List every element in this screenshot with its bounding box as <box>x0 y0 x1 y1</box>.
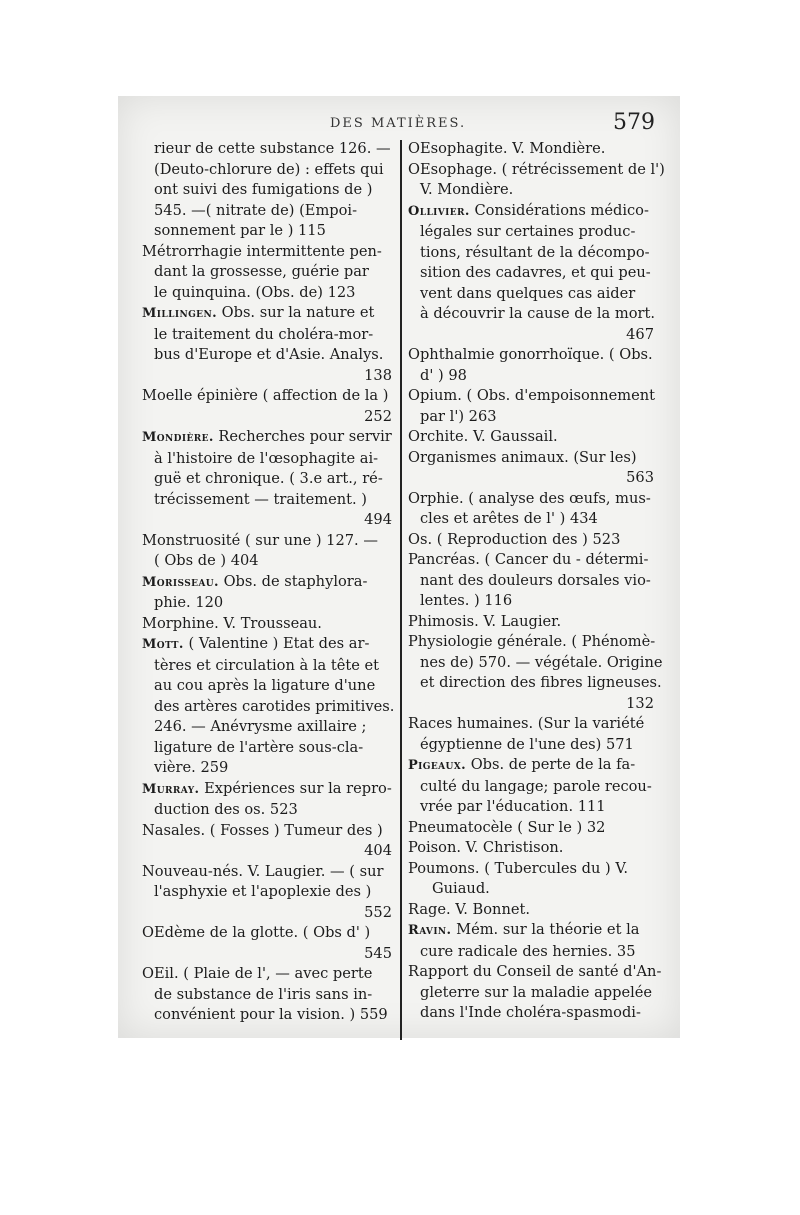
index-line <box>142 449 392 470</box>
index-text: Rage. V. Bonnet. <box>408 900 530 918</box>
index-line <box>142 841 392 862</box>
index-text: cles et arêtes de l' ) 434 <box>420 510 598 527</box>
index-text: 132 <box>626 694 654 712</box>
index-text: d' ) 98 <box>420 366 467 384</box>
index-line <box>408 304 654 325</box>
index-text: Orchite. V. Gaussail. <box>408 428 558 445</box>
index-text: Pancréas. ( Cancer du - détermi- <box>408 551 649 568</box>
index-line <box>142 427 392 449</box>
index-text: ligature de l'artère sous-cla- <box>154 738 364 756</box>
index-text: de substance de l'iris sans in- <box>154 985 373 1003</box>
index-line <box>142 242 392 263</box>
index-text: 545 <box>364 944 392 962</box>
index-text: vent dans quelques cas aider <box>420 284 636 302</box>
index-line <box>142 800 392 821</box>
index-line <box>142 697 395 718</box>
author-name: Ravin. <box>408 923 452 938</box>
index-text: à l'histoire de l'œsophagite ai- <box>154 449 379 467</box>
index-text: Obs. sur la nature et <box>217 304 375 321</box>
index-text: Organismes animaux. (Sur les) <box>408 448 637 466</box>
index-line <box>408 755 654 777</box>
index-text: Poumons. ( Tubercules du ) V. <box>408 859 628 877</box>
index-text: Phimosis. V. Laugier. <box>408 612 562 630</box>
index-line <box>142 985 392 1006</box>
index-text: sonnement par le ) 115 <box>154 222 326 239</box>
index-text: OEdème de la glotte. ( Obs d' ) <box>142 924 371 941</box>
author-name: Morisseau. <box>142 574 219 590</box>
index-line <box>408 818 654 839</box>
index-text: tères et circulation à la tête et <box>154 656 379 674</box>
index-line <box>142 262 392 283</box>
index-text: Nasales. ( Fosses ) Tumeur des ) <box>142 821 383 839</box>
index-text: ont suivi des fumigations de ) <box>154 181 373 198</box>
index-text: Nouveau-nés. V. Laugier. — ( sur <box>142 862 384 880</box>
index-text: Os. ( Reproduction des ) 523 <box>408 530 621 548</box>
index-text: Guiaud. <box>432 880 490 897</box>
index-line <box>408 345 654 366</box>
index-text: phie. 120 <box>154 594 224 611</box>
index-text: Physiologie générale. ( Phénomè- <box>408 633 656 650</box>
index-text: (Deuto-chlorure de) : effets qui <box>154 160 384 178</box>
index-line <box>142 779 392 801</box>
index-line <box>408 284 654 305</box>
index-text: Mém. sur la théorie et la <box>451 921 640 938</box>
page-number: 579 <box>613 110 655 135</box>
index-line <box>142 634 392 656</box>
index-text: OEil. ( Plaie de l', — avec perte <box>142 965 373 982</box>
index-line <box>408 673 662 694</box>
index-line <box>142 903 392 924</box>
index-line <box>142 821 392 842</box>
index-line <box>408 612 654 633</box>
index-text: V. Mondière. <box>420 181 514 198</box>
index-line <box>142 283 392 304</box>
index-line <box>142 676 392 697</box>
index-line <box>408 900 654 921</box>
index-line <box>408 571 654 592</box>
index-text: dans l'Inde choléra-spasmodi- <box>420 1004 641 1021</box>
index-line <box>408 920 654 942</box>
index-line <box>142 593 392 614</box>
index-text: et direction des fibres ligneuses. <box>420 674 662 691</box>
index-text: 563 <box>626 469 654 486</box>
index-text: Ophthalmie gonorrhoïque. ( Obs. <box>408 346 653 363</box>
running-head: DES MATIÈRES. <box>330 116 467 131</box>
index-text: vrée par l'éducation. 111 <box>420 798 606 815</box>
index-text: à découvrir la cause de la mort. <box>420 305 655 322</box>
index-line <box>408 366 654 387</box>
index-line <box>408 407 654 428</box>
index-line <box>408 468 654 489</box>
index-line <box>142 862 392 883</box>
index-line <box>142 717 392 738</box>
index-text: Rapport du Conseil de santé d'An- <box>408 963 662 980</box>
index-line <box>142 325 392 346</box>
index-text: Pneumatocèle ( Sur le ) 32 <box>408 818 606 836</box>
index-line <box>142 180 392 201</box>
index-text: Opium. ( Obs. d'empoisonnement <box>408 387 655 404</box>
author-name: Millingen. <box>142 306 217 321</box>
index-line <box>142 882 392 903</box>
index-line <box>142 614 392 635</box>
index-line <box>408 201 654 223</box>
index-text: des artères carotides primitives. <box>154 697 395 715</box>
index-line <box>408 448 654 469</box>
index-line <box>408 838 654 859</box>
index-line <box>408 591 654 612</box>
index-text: le quinquina. (Obs. de) 123 <box>154 283 356 301</box>
index-line <box>142 386 392 407</box>
index-text: duction des os. 523 <box>154 801 298 818</box>
index-line <box>142 366 392 387</box>
index-line <box>408 797 654 818</box>
index-line <box>408 139 654 160</box>
index-text: Morphine. V. Trousseau. <box>142 614 322 632</box>
index-text: au cou après la ligature d'une <box>154 677 376 694</box>
index-text: 545. —( nitrate de) (Empoi- <box>154 201 358 219</box>
index-line <box>408 714 654 735</box>
index-line <box>142 469 392 490</box>
index-line <box>408 263 654 284</box>
index-line <box>142 201 392 222</box>
index-line <box>142 160 392 181</box>
index-text: Recherches pour servir <box>213 428 392 445</box>
index-text: 246. — Anévrysme axillaire ; <box>154 718 367 735</box>
author-name: Mondière. <box>142 430 214 445</box>
index-text: 404 <box>364 842 392 859</box>
index-line <box>142 490 392 511</box>
index-line <box>408 735 654 756</box>
index-line <box>408 325 654 346</box>
index-text: trécissement — traitement. ) <box>154 490 367 508</box>
index-line <box>408 777 654 798</box>
index-line <box>142 656 392 677</box>
index-line <box>408 550 654 571</box>
index-line <box>408 427 654 448</box>
index-text: égyptienne de l'une des) 571 <box>420 735 634 753</box>
index-text: 552 <box>364 903 392 921</box>
author-name: Mott. <box>142 637 184 652</box>
index-text: Moelle épinière ( affection de la ) <box>142 387 389 404</box>
index-text: rieur de cette substance 126. — <box>154 140 391 157</box>
index-text: vière. 259 <box>154 759 229 776</box>
index-text: 252 <box>364 407 392 425</box>
column-divider <box>400 140 402 1040</box>
index-text: Obs. de staphylora- <box>218 572 368 590</box>
index-line <box>142 944 392 965</box>
index-line <box>408 509 654 530</box>
index-text: nant des douleurs dorsales vio- <box>420 571 651 589</box>
index-text: OEsophagite. V. Mondière. <box>408 140 606 157</box>
index-text: ( Valentine ) Etat des ar- <box>183 635 370 652</box>
author-name: Ollivier. <box>408 203 470 219</box>
index-line <box>142 139 392 160</box>
index-text: convénient pour la vision. ) 559 <box>154 1006 388 1023</box>
index-text: sition des cadavres, et qui peu- <box>420 264 651 281</box>
index-text: par l') 263 <box>420 407 497 425</box>
right-index-column <box>408 139 665 1024</box>
index-line <box>408 694 654 715</box>
index-line <box>408 1003 654 1024</box>
left-index-column <box>142 139 395 1026</box>
index-line <box>142 221 392 242</box>
index-line <box>142 572 392 594</box>
index-text: Métrorrhagie intermittente pen- <box>142 242 382 260</box>
index-text: ( Obs de ) 404 <box>154 552 259 569</box>
index-text: dant la grossesse, guérie par <box>154 263 369 280</box>
index-line <box>408 160 665 181</box>
index-text: bus d'Europe et d'Asie. Analys. <box>154 346 384 363</box>
index-text: Orphie. ( analyse des œufs, mus- <box>408 489 651 507</box>
index-line <box>408 653 663 674</box>
index-text: lentes. ) 116 <box>420 592 513 609</box>
index-line <box>408 632 654 653</box>
index-text: légales sur certaines produc- <box>420 223 636 240</box>
index-line <box>408 962 662 983</box>
index-line <box>408 530 654 551</box>
index-line <box>142 1005 392 1026</box>
index-text: gleterre sur la maladie appelée <box>420 983 653 1001</box>
index-text: 494 <box>364 511 392 528</box>
index-text: l'asphyxie et l'apoplexie des ) <box>154 883 372 900</box>
index-line <box>142 923 392 944</box>
index-line <box>142 345 392 366</box>
index-line <box>408 243 654 264</box>
index-text: Considérations médico- <box>469 201 649 219</box>
index-line <box>408 983 654 1004</box>
index-text: guë et chronique. ( 3.e art., ré- <box>154 470 383 487</box>
index-line <box>142 407 392 428</box>
index-text: 138 <box>364 366 392 384</box>
index-line <box>142 738 392 759</box>
index-line <box>408 859 654 880</box>
author-name: Pigeaux. <box>408 758 467 773</box>
index-text: Obs. de perte de la fa- <box>466 756 636 773</box>
author-name: Murray. <box>142 781 200 797</box>
index-text: le traitement du choléra-mor- <box>154 325 374 343</box>
index-text: Monstruosité ( sur une ) 127. — <box>142 531 378 549</box>
index-text: 467 <box>626 325 654 343</box>
index-line <box>408 942 654 963</box>
index-text: nes de) 570. — végétale. Origine <box>420 653 663 671</box>
index-line <box>408 222 654 243</box>
index-line <box>408 386 654 407</box>
index-line <box>142 758 392 779</box>
index-text: Poison. V. Christison. <box>408 839 564 856</box>
index-line <box>408 489 654 510</box>
index-text: tions, résultant de la décompo- <box>420 243 650 261</box>
index-text: culté du langage; parole recou- <box>420 777 652 795</box>
index-text: cure radicale des hernies. 35 <box>420 942 636 960</box>
index-line <box>142 551 392 572</box>
index-text: Expériences sur la repro- <box>199 779 392 797</box>
index-line <box>142 303 392 325</box>
index-line <box>408 180 654 201</box>
index-line <box>142 531 392 552</box>
index-line <box>142 510 392 531</box>
index-line <box>142 964 392 985</box>
index-line <box>408 879 654 900</box>
index-text: OEsophage. ( rétrécissement de l') <box>408 160 665 178</box>
index-text: Races humaines. (Sur la variété <box>408 715 645 732</box>
